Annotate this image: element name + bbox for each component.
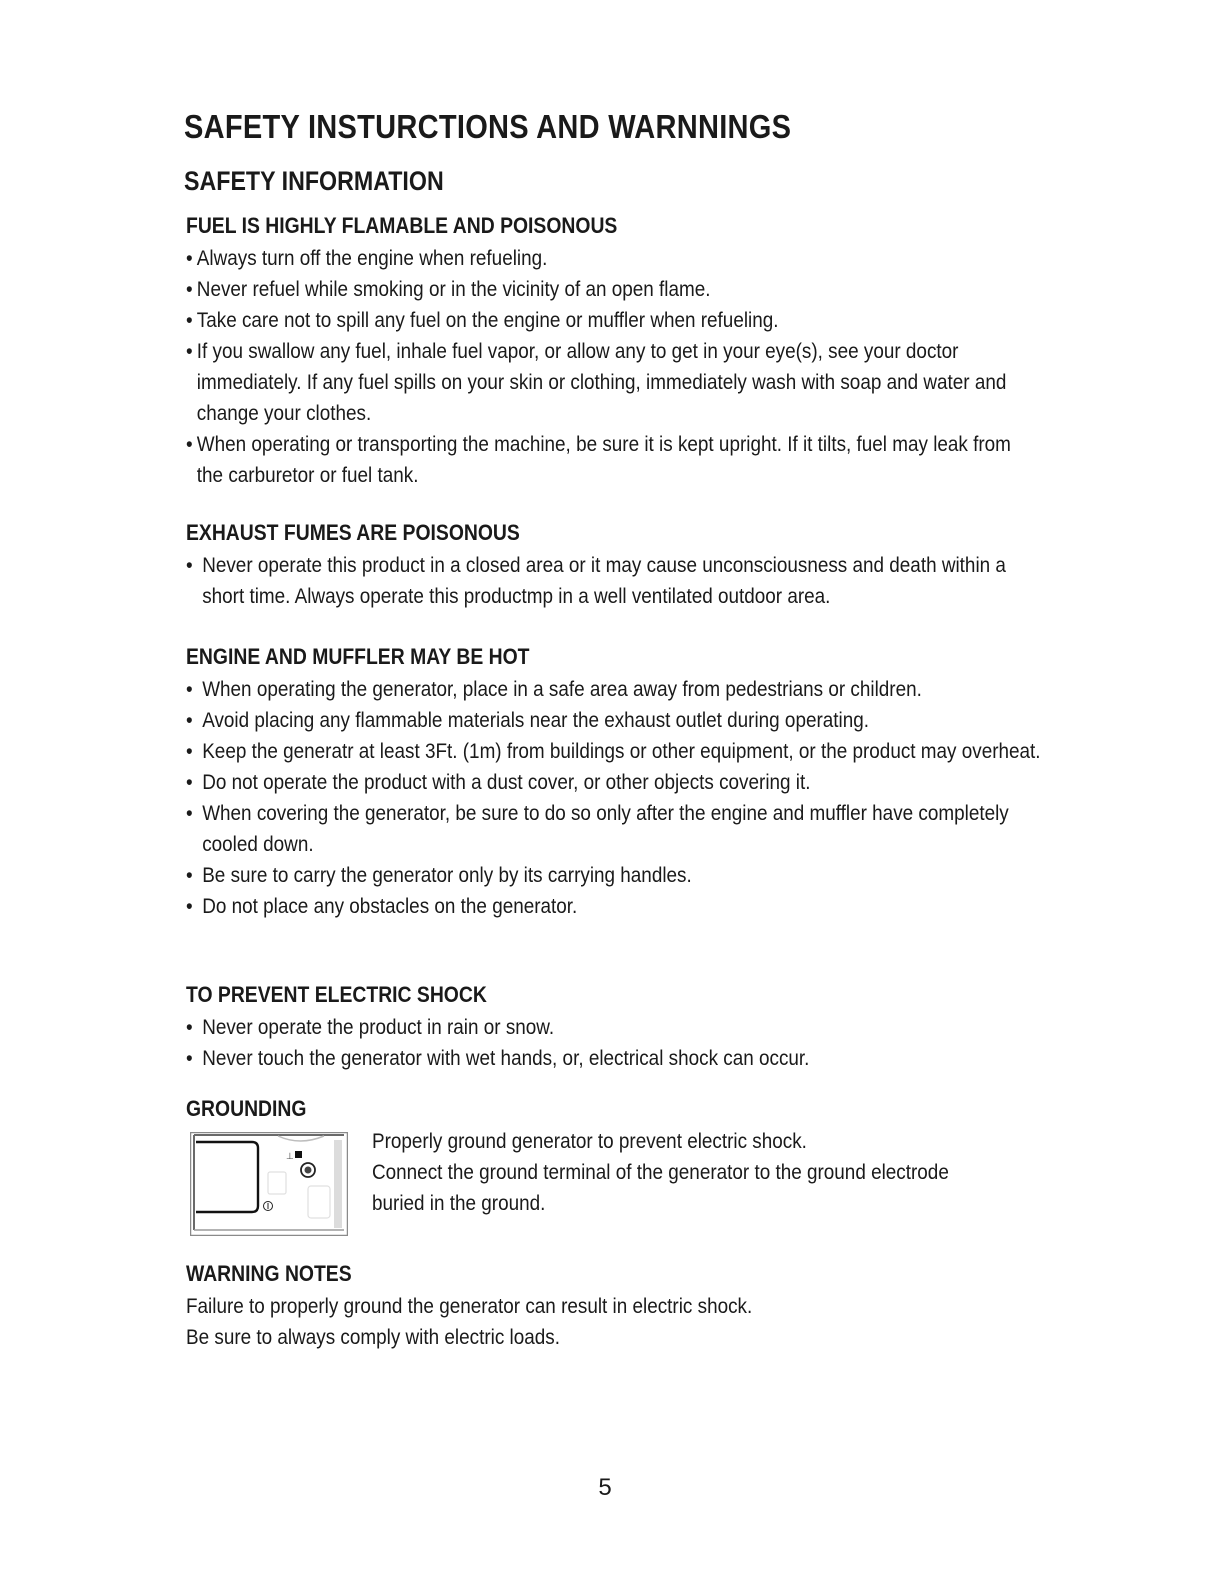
section-heading-grounding: GROUNDING — [186, 1096, 307, 1121]
list-item: • Keep the generatr at least 3Ft. (1m) from buildings or other equipment, or the product may overheat. — [186, 736, 1053, 767]
section-heading-fuel: FUEL IS HIGHLY FLAMABLE AND POISONOUS — [186, 213, 618, 238]
bullet-icon: • — [186, 340, 193, 363]
list-item: • Never refuel while smoking or in the vicinity of an open flame. — [186, 274, 1034, 305]
warning-line: Failure to properly ground the generator can result in electric shock. — [186, 1295, 753, 1318]
grounding-line: buried in the ground. — [372, 1192, 546, 1215]
section-heading-engine: ENGINE AND MUFFLER MAY BE HOT — [186, 644, 530, 669]
section-heading-shock: TO PREVENT ELECTRIC SHOCK — [186, 982, 487, 1007]
section-exhaust — [186, 518, 1086, 612]
grounding-line: Connect the ground terminal of the generator to the ground electrode — [372, 1161, 949, 1184]
list-item: • Do not operate the product with a dust cover, or other objects covering it. — [186, 767, 1053, 798]
bullet-icon: • — [186, 740, 193, 763]
section-warning — [186, 1259, 1086, 1353]
bullet-icon: • — [186, 278, 193, 301]
list-item: • If you swallow any fuel, inhale fuel vapor, or allow any to get in your eye(s), see your doctor immediately. If any fuel spills on your skin or clothing, immediately wash with soap and water and change your clothes. — [186, 336, 1034, 429]
section-shock — [186, 980, 1086, 1074]
engine-list — [186, 674, 1086, 922]
grounding-content — [186, 1126, 1086, 1236]
list-item: • Always turn off the engine when refueling. — [186, 243, 1034, 274]
page-title: SAFETY INSTURCTIONS AND WARNNINGS — [184, 108, 792, 145]
section-engine — [186, 642, 1086, 922]
shock-list — [186, 1012, 1086, 1074]
list-item: • When covering the generator, be sure to do so only after the engine and muffler have completely cooled down. — [186, 798, 1053, 860]
bullet-icon: • — [186, 1016, 193, 1039]
list-item: • Avoid placing any flammable materials near the exhaust outlet during operating. — [186, 705, 1053, 736]
bullet-icon: • — [186, 309, 193, 332]
bullet-icon: • — [186, 554, 193, 577]
fuel-list — [186, 243, 1086, 491]
section-grounding — [186, 1094, 1086, 1236]
exhaust-list — [186, 550, 1086, 612]
bullet-icon: • — [186, 678, 193, 701]
bullet-icon: • — [186, 709, 193, 732]
page-number: 5 — [598, 1474, 612, 1501]
list-item: • Never operate this product in a closed area or it may cause unconsciousness and death within a short time. Always operate this productmp in a well ventilated outdoor area. — [186, 550, 1053, 612]
bullet-icon: • — [186, 802, 193, 825]
bullet-icon: • — [186, 1047, 193, 1070]
warning-line: Be sure to always comply with electric loads. — [186, 1326, 560, 1349]
bullet-icon: • — [186, 771, 193, 794]
bullet-icon: • — [186, 895, 193, 918]
list-item: • Do not place any obstacles on the generator. — [186, 891, 1053, 922]
grounding-line: Properly ground generator to prevent electric shock. — [372, 1130, 807, 1153]
grounding-text — [372, 1126, 1132, 1219]
list-item: • When operating or transporting the machine, be sure it is kept upright. If it tilts, fuel may leak from the carburetor or fuel tank. — [186, 429, 1034, 491]
svg-text:⊥: ⊥ — [286, 1152, 294, 1162]
page-subtitle: SAFETY INFORMATION — [184, 166, 444, 196]
bullet-icon: • — [186, 433, 193, 456]
list-item: • Never operate the product in rain or snow. — [186, 1012, 1053, 1043]
bullet-icon: • — [186, 247, 193, 270]
list-item: • Never touch the generator with wet hands, or, electrical shock can occur. — [186, 1043, 1053, 1074]
section-heading-warning: WARNING NOTES — [186, 1261, 352, 1286]
list-item: • Be sure to carry the generator only by its carrying handles. — [186, 860, 1053, 891]
list-item: • Take care not to spill any fuel on the engine or muffler when refueling. — [186, 305, 1034, 336]
ground-terminal-illustration — [190, 1132, 348, 1236]
bullet-icon: • — [186, 864, 193, 887]
section-fuel — [186, 211, 1086, 491]
section-heading-exhaust: EXHAUST FUMES ARE POISONOUS — [186, 520, 520, 545]
list-item: • When operating the generator, place in a safe area away from pedestrians or children. — [186, 674, 1053, 705]
